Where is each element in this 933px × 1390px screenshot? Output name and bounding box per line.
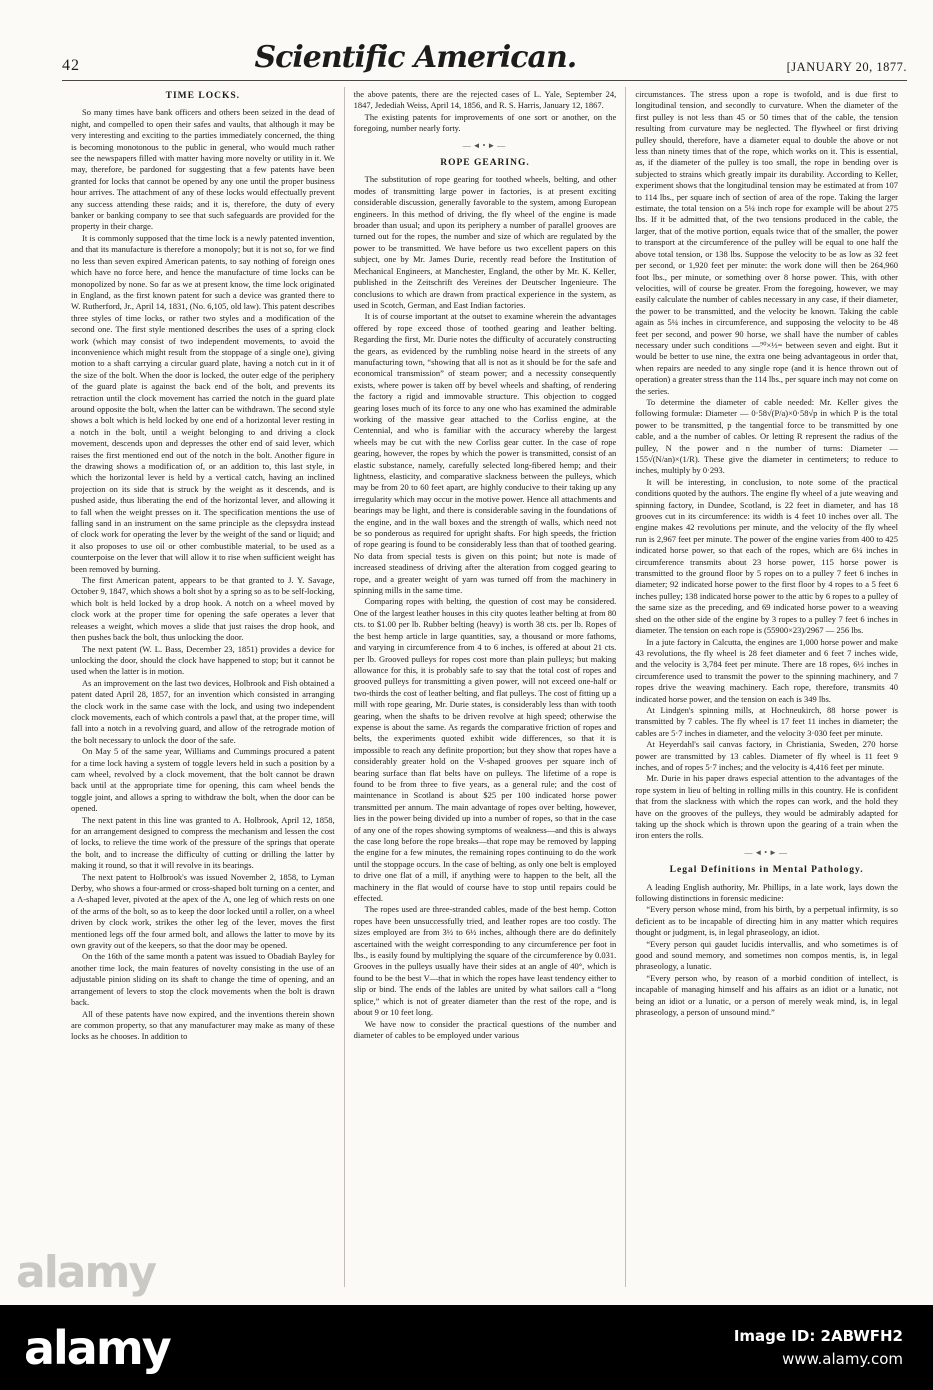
article-heading-time-locks: TIME LOCKS. xyxy=(165,91,240,101)
paragraph: On the 16th of the same month a patent was issued to Obadiah Bayley for another time lock, the main features of novelty consisting in the use of an adjustable pinion sliding on its shaft to change the time of opening, and an arrangement of levers to stop the clock movements when the bolt is drawn back. xyxy=(71,951,335,1008)
rope-gearing-continuation xyxy=(635,89,898,842)
paragraph: “Every person who, by reason of a morbid condition of intellect, is incapable of managing himself and his affairs as an idiot or a lunatic, not being an idiot or a lunatic, or a person of merely weak mind, is, in legal phraseology, a person of unsound mind.” xyxy=(635,972,898,1018)
paragraph: At Lindgen's spinning mills, at Hochneukirch, 88 horse power is transmitted by 7 cables. The fly wheel is 17 feet 11 inches in diameter; the cables are 5·7 inches in diameter, and the velocity 3·030 feet per minute. xyxy=(635,704,898,738)
paragraph: circumstances. The stress upon a rope is twofold, and is due first to longitudinal tension, and secondly to curvature. When the diameter of the first pulley is not less than 45 or 50 times that of the cable, the tension resulting from curvature may be neglected. The flywheel or first driving pulley should, therefore, have a diameter equal to double the above or not less than ninety times that of the rope, which works on it. This is essential, as, if the diameter of the pulley is too small, the rope in bending over is subjected to strains which greatly impair its durability. According to Keller, experiment shows that the longitudinal tension may be estimated at from 107 to 114 lbs., per square inch of section of area of the rope. Taking the larger estimate, the total tension on a 5¼ inch rope for example will be about 275 lbs. If it be admitted that, of the two tensions produced in the cable, the larger, that of the motive portion, equals twice that of the smaller, the power to transport at the circumference of the pulley will be equal to one half the above total tension, or 138 lbs. Suppose the velocity to be as low as 32 feet per second, or 1,920 feet per minute: the work done will then be 264,960 foot lbs., per minute, or something over 8 horse power. This, with other velocities, will of course be greater. From the foregoing, however, we may easily calculate the number of cables necessary in any case, if their diameter, the power to be transmitted, and the velocity be known. Taking the cable again as 5¼ inches in circumference, and supposing the velocity to be 48 feet per second, and power 90 horse, we shall have the number of cables necessary under such conditions —⁹⁰×⅓= between seven and eight. But it would be better to use nine, the extra one being advantageous in order that, when repairs are needed to any single rope (and it is hence thrown out of operation) a greater stress than the 114 lbs., per square inch may not come on the series. xyxy=(635,89,898,396)
alamy-footer-bar xyxy=(0,1305,933,1390)
paragraph: “Every person qui gaudet lucidis intervallis, and who sometimes is of good and sound memory, and sometimes non compos mentis, is, in legal phraseology, a lunatic. xyxy=(635,938,898,972)
article-columns xyxy=(62,87,907,1287)
paragraph: The first American patent, appears to be that granted to J. Y. Savage, October 9, 1847, which shows a bolt shot by a spring so as to be self-locking, which bolt is held locked by a drop hook. A notch on a wheel moved by clock work at the proper time for opening the safe operates a lever that releases a weight, which moves a slide that just raises the drop hook, and then pushes back the bolt, thus unlocking the door. xyxy=(71,575,335,643)
masthead-title: Scientific American. xyxy=(254,40,577,75)
alamy-url: www.alamy.com xyxy=(782,1349,903,1368)
paragraph: The next patent (W. L. Bass, December 23, 1851) provides a device for unlocking the door, should the clock have happened to stop; but it cannot be used when the latter is in motion. xyxy=(71,643,335,677)
image-meta xyxy=(734,1325,903,1371)
paragraph: “Every person whose mind, from his birth, by a perpetual infirmity, is so deficient as to be incapable of directing him in any matter which requires thought or judgment, is, in legal phraseology, an idiot. xyxy=(635,904,898,938)
section-divider-icon: ―◄•►― xyxy=(744,847,789,857)
section-divider-icon: ―◄•►― xyxy=(462,140,508,150)
alamy-watermark: alamy xyxy=(16,1247,155,1298)
paragraph: At Heyerdahl's sail canvas factory, in Christiania, Sweden, 270 horse power are transmitted by 13 cables. Diameter of fly wheel is 11 feet 9 inches, and of ropes 5·7 inches; and the velocity is 4,416 feet per minute. xyxy=(635,739,898,772)
page-number: 42 xyxy=(62,57,80,74)
paragraph: Comparing ropes with belting, the question of cost may be considered. One of the largest leather houses in this city quotes leather belting at from 80 cts. to $1.00 per lb. Rubber belting (heavy) is worth 38 cts. per lb. Ropes of the best hemp article in large quantities, say, a thousand or more fathoms, and varying in circumference from 4 to 6 inches, is offered at about 21 cts. per lb. Grooved pulleys for ropes cost more than plain pulleys; but making allowance for this, it is probably safe to say that the total cost of ropes and grooved pulleys for transmitting a given power, will not exceed one-half or two-thirds the cost of leather belting, and flat pulleys. The cost of fitting up a mill with rope gearing, Mr. Durie states, is considerably less than with tooth gearing, when the shafts to be driven revolve at high speed; otherwise the expense is about the same. As regards the comparative friction of ropes and belts, the experiments quoted exhibit wide differences, so that it is impossible to reach any definite proportion; but they show that ropes have a considerably greater hold on the V-shaped grooves per square inch of bearing surface than flat belts have on pulleys. The lifetime of a rope is found to be from three to five years, as a general rule; and the cost of maintenance in Scotland is about $25 per 100 indicated horse power transmitted per annum. The main advantage of ropes over belting, however, lies in the power being divided up into a number of ropes, so that in the case of any one of the ropes showing symptoms of weakness—and this is always the case long before the rope breaks—that rope may be removed by lapping the engine for a few minutes, the remaining ropes continuing to do the work until the stoppage occurs. In the case of belting, as only one belt is employed to drive one flat of a mill, if anything were to happen to the belt, all the machinery in the flat would of course have to stop until repairs could be effected. xyxy=(353,596,617,904)
column-3 xyxy=(625,87,907,1287)
paragraph: To determine the diameter of cable needed: Mr. Keller gives the following formulæ: Diameter — 0·58√(P/a)×0·58√p in which P is the total power to be transmitted, p the tangential force to be transmitted by one cable, and a the number of cables. Or letting R represent the radius of the pulley, N the power and n the number of turns: Diameter —155√(N/an)×(1/R). These give the diameter in centimeters; to reduce to inches, multiply by 0·293. xyxy=(635,396,898,476)
article-heading-rope-gearing: ROPE GEARING. xyxy=(440,158,530,169)
paragraph: The next patent to Holbrook's was issued November 2, 1858, to Lyman Derby, who shows a four-armed or cross-shaped bolt turning on a center, and a Λ-shaped lever, pivoted at the apex of the Λ, one leg of which rests on one of the arms of the bolt, so as to keep the door locked until a roller, on a wheel driven by clock work, strikes the other leg of the lever, moves the first mentioned legs off the four armed bolt, and allows the latter to move by its own gravity out of the keepers, so that the door may be opened. xyxy=(71,871,335,951)
column-2 xyxy=(344,87,626,1287)
time-locks-continuation xyxy=(354,89,617,135)
paragraph: The next patent in this line was granted to A. Holbrook, April 12, 1858, for an arrangement designed to compress the mechanism and lessen the cost of locks, to relieve the time work of the pressure of the springs that operate the bolt, and to increase the difficulty of cutting or drilling the latter by making it round, so that it will revolve in its bearings. xyxy=(71,814,335,871)
paragraph: Mr. Durie in his paper draws especial attention to the advantages of the rope system in lieu of belting in rolling mills in this country. He is confident that from the slackness with which the ropes can work, and the hold they have on the grooves of the pulleys, they would be admirably adapted for taking up the shock which is thrown upon the gearing of a train when the iron enters the rolls. xyxy=(635,773,898,841)
issue-date: [JANUARY 20, 1877. xyxy=(786,60,907,74)
rope-gearing-body xyxy=(354,174,617,1041)
paragraph: As an improvement on the last two devices, Holbrook and Fish obtained a patent dated April 28, 1857, for an invention which consisted in arranging the clock work in the same case with the lock, and using two independent clock movements, each of which controls a pawl that, at the proper time, will fall into a notch in a revolving guard, and allow of the retrograde motion of the bolt necessary to unlock the door of the safe. xyxy=(71,677,335,745)
paragraph: A leading English authority, Mr. Phillips, in a late work, lays down the following distinctions in forensic medicine: xyxy=(635,881,898,904)
paragraph: So many times have bank officers and others been seized in the dead of night, and compelled to open their safes and vaults, that although it may be very interesting and exciting to the parties immediately concerned, the thing is becoming monotonous to the public in general, who would much rather see the newspapers filled with matter having more novelty or utility in it. We may, therefore, be pardoned for suggesting that a few patents have been granted for locks that cannot be opened by any one until the proper business hour arrives. The attachment of any of these locks would effectually prevent any success attending these raids; and it is, therefore, the duty of every banker or banking company to see that such safeguards are provided for the property in their charge. xyxy=(71,107,335,232)
paragraph: The substitution of rope gearing for toothed wheels, belting, and other modes of transmitting large power in factories, is at present exciting considerable discussion, generally favorable to the system, among European engineers. In this method of driving, the fly wheel of the engine is made broader than usual; and upon its periphery a number of parallel grooves are turned out for the ropes, the number and size of which are regulated by the power to be transmitted. We have before us two excellent papers on this subject, one by Mr. James Durie, recently read before the Institution of Mechanical Engineers, at Manchester, England, the other by Mr. K. Keller, published in the Zeitschrift des Vereines der Deutscher Ingenieure. The conclusions to which are drawn from practical experience in the system, as used in Scotch, German, and East Indian factories. xyxy=(353,174,617,310)
paragraph: We have now to consider the practical questions of the number and diameter of cables to be employed under various xyxy=(353,1018,617,1040)
paragraph: All of these patents have now expired, and the inventions therein shown are common property, so that any manufacturer may make as many of these locks as he chooses. In addition to xyxy=(71,1008,335,1042)
article-heading-legal-definitions: Legal Definitions in Mental Pathology. xyxy=(669,865,864,876)
paragraph: It is commonly supposed that the time lock is a newly patented invention, and that its manufacture is therefore a monopoly; but it is not so, for we find no less than seven expired American patents, to say nothing of foreign ones which have no force here, and hence the manufacture of time locks can be monopolized by none. So far as we at present know, the time lock originated in England, as the first known patent for such a device was granted there to W. Rutherford, Jr., April 14, 1831, (No. 6,105, old law). This patent describes three styles of time locks, or rather two styles and a modification of the second one. The first style mentioned describes the uses of a spring clock work (which may consist of two independent movements, to avoid the inconvenience which might result from the stoppage of a single one), giving motion to a shaft carrying a circular guard plate, having a notch cut in it of the size of the bolt. When the door is locked, the outer edge of the periphery of the guard plate is against the back end of the bolt, and prevents its retraction until the clock movement has carried the notch in the guard plate around opposite the bolt, when the latter can be withdrawn. The second style shows a bolt which is held locked by one end of a horizontal lever resting in a notch in the bolt, until a weight belonging to and driving a clock movement, descends upon and depresses the other end of said lever, which raises the first mentioned end out of the notch in the bolt. Another figure in the drawing shows a modification of, or an addition to, this last style, in which the horizontal lever is held by a vertical catch, having an inclined projection on its side that is struck by the weight as it descends, and is pushed aside, thus liberating the end of the horizontal lever, and allowing it to fall when the weight presses on it. The specification mentions the use of falling sand in an instrument on the same principle as the clepsydra instead of clock work for operating the lever by the weight of the sand or liquid; and it also proposes to use oil or other combustible material, to be used as a counterpoise on the lever that will allow it to rise when sufficient weight has been removed by burning. xyxy=(71,232,335,574)
paragraph: In a jute factory in Calcutta, the engines are 1,000 horse power and make 43 revolutions, the fly wheel is 28 feet diameter and 6 feet 7 inches wide, and the velocity is 3,784 feet per minute. There are 18 ropes, 6½ inches in circumference used to transmit the power to the spinning machinery, and 7 ropes drive the weaving machinery. Each rope, therefore, transmits 40 indicated horse power, and the tension on each is 349 lbs. xyxy=(635,636,898,704)
paragraph: The ropes used are three-stranded cables, made of the best hemp. Cotton ropes have been unsuccessfully tried, and leather ropes are too costly. The sizes employed are from 3½ to 6½ inches, although there are do definitely ascertained with the weight corresponding to any circumference per foot in lbs., is easily found by multiplying the square of the circumference by 0.031. Grooves in the pulleys usually have their sides at an angle of 40°, which is found to be the best V—that in which the ropes have least tendency either to slip or bind. The ends of the lables are united by what sailors call a “long splice,” which is not of greater diameter than the rest of the rope, and is about 9 or 10 feet long. xyxy=(353,904,617,1018)
legal-definitions-body xyxy=(635,882,898,1019)
paragraph: It is of course important at the outset to examine wherein the advantages offered by rope exceed those of toothed gearing and leather belting. Regarding the first, Mr. Durie notes the difficulty of accurately constructing the gears, as evidenced by the rumbling noise heard in the streets of any manufacturing town, “showing that all is not as it should be for the safe and economical transmission” of steam power; and a necessity consequently exists, where power is taken off by bevel wheels and shafting, of rendering the factory a rigid and immovable structure. This objection to cogged gearing loses much of its force to any one who has examined the admirable working of the massive gear attached to the Corliss engine, at the Centennial, and who is familiar with the accuracy whereby the largest wheels may be cut with the new Corliss gear cutter. In the case of rope gearing, however, the ropes by which the power is transmitted, consist of an elastic substance, namely, carefully selected long-fibered hemp; and their lightness, elasticity, and comparative slackness between the pulleys, which may be from 20 to 60 feet apart, are highly conducive to their taking up any irregularity which may occur in the motive power. Hence all attachments and bearings may be light, and there is considerable saving in the foundations of the engine, and in the wall boxes and the strength of walls, which need not be so ponderous as required for upright shafts. For high speeds, the friction of rope gearing is found to be considerably less than that of toothed gearing. No data from special tests is given on this point; but note is made of increased steadiness of driving after the alteration from cogged gearing to rope, and a greater weight of yarn was turned off from the machinery in spinning mills in the same time. xyxy=(353,311,617,596)
paragraph: On May 5 of the same year, Williams and Cummings procured a patent for a time lock having a system of toggle levers held in such a position by a cam wheel, revolved by a clock movement, that the bolt cannot be drawn back until at the appropriate time for opening, this cam wheel bends the toggle joint, and allows a spring to withdraw the bolt, when the door can be opened. xyxy=(71,746,335,814)
time-locks-body xyxy=(71,107,335,1042)
image-id: Image ID: 2ABWFH2 xyxy=(733,1326,903,1345)
paragraph: the above patents, there are the rejected cases of L. Yale, September 24, 1847, Jedediah Weiss, April 14, 1856, and R. S. Harris, January 12, 1867. xyxy=(353,89,617,111)
page-header xyxy=(62,40,907,81)
paragraph: The existing patents for improvements of one sort or another, on the foregoing, number nearly forty. xyxy=(353,111,617,134)
alamy-logo: alamy xyxy=(24,1320,170,1375)
paragraph: It will be interesting, in conclusion, to note some of the practical conditions quoted by the authors. The engine fly wheel of a jute weaving and spinning factory, in Dundee, Scotland, is 22 feet in diameter, and has 18 grooves cut in its circumference: its width is 4 feet 10 inches over all. The engine makes 42 revolutions per minute, and the velocity of the fly wheel run is 2,967 feet per minute. The power of the engine varies from 400 to 425 indicated horse power, so that each of the ropes, which are 6¼ inches in circumference transmits about 23 horse power, 115 horse power is transmitted to the ground floor by 5 ropes on to a pulley 7 feet 6 inches in diameter; 92 indicated horse power to the first floor by 4 ropes to a 5 feet 6 inches pulley; 138 indicated horse power to the attic by 6 ropes to a pulley of the same size as the preceding, and 69 indicated horse power to a weaving shed on the other side of the engine by 3 ropes to a pulley 7 feet 6 inches in diameter. The tension on each rope is (55900×23)/2967 — 256 lbs. xyxy=(635,476,898,636)
column-1 xyxy=(62,87,344,1287)
